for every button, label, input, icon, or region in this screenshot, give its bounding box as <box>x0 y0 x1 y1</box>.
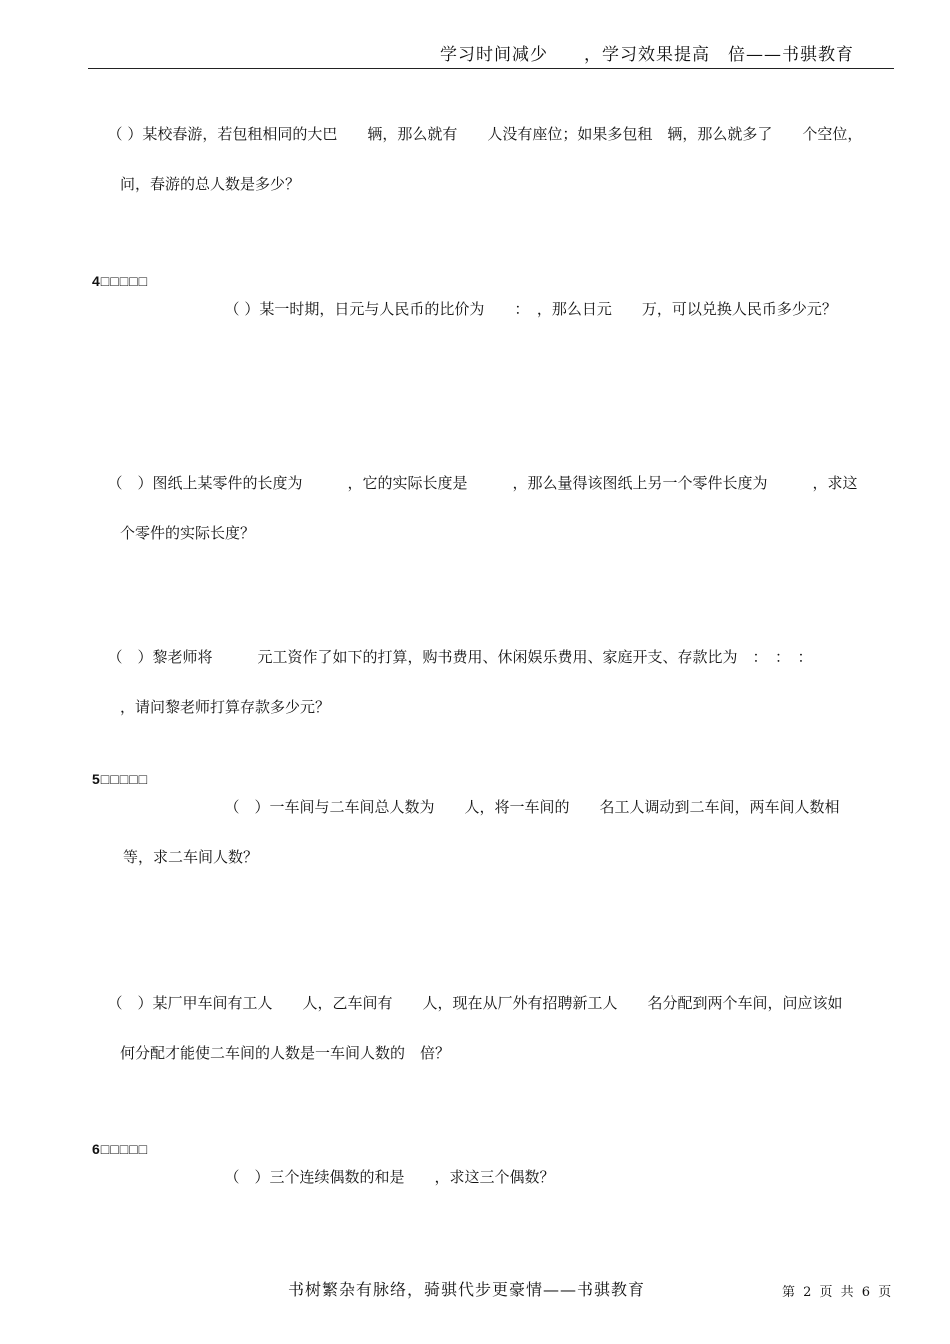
footer-motto: 书树繁杂有脉络，骑骐代步更豪情——书骐教育 <box>288 1280 646 1299</box>
question-text-line: （ ）三个连续偶数的和是 ，求这三个偶数？ <box>224 1168 555 1186</box>
placeholder-glyphs: □□□□□ <box>100 1141 149 1157</box>
placeholder-glyphs: □□□□□ <box>100 273 149 289</box>
question-text-line: 等，求二车间人数？ <box>123 848 259 866</box>
question-text-line: （ ）一车间与二车间总人数为 人，将一车间的 名工人调动到二车间，两车间人数相 <box>224 798 840 816</box>
question-text-line: 问，春游的总人数是多少？ <box>120 175 301 193</box>
question-text-line: ，请问黎老师打算存款多少元？ <box>120 698 331 716</box>
question-block <box>215 1140 895 1190</box>
header-divider <box>88 68 894 69</box>
question-block <box>98 966 894 1091</box>
question-text-line: （ ）黎老师将 元工资作了如下的打算，购书费用、休闲娱乐费用、家庭开支、存款比为 ： ： ： <box>107 648 813 666</box>
question-number: 4□□□□□ <box>92 273 149 289</box>
question-block <box>123 770 895 895</box>
question-text-line: （ ）某厂甲车间有工人 人，乙车间有 人，现在从厂外有招聘新工人 名分配到两个车间，问应该如 <box>107 994 843 1012</box>
question-text-line: （ ）某一时期，日元与人民币的比价为 ： ，那么日元 万，可以兑换人民币多少元？ <box>224 300 837 318</box>
question-text-line: （ ）某校春游，若包租相同的大巴 辆，那么就有 人没有座位；如果多包租 辆，那么就多了 个空位， <box>107 125 863 143</box>
page-number: 第 2 页 共 6 页 <box>782 1285 894 1300</box>
question-text-line: 个零件的实际长度？ <box>120 524 256 542</box>
question-number: 6□□□□□ <box>92 1141 149 1157</box>
question-text-line: 何分配才能使二车间的人数是一车间人数的 倍？ <box>120 1044 451 1062</box>
header-title: 学习时间减少 ，学习效果提高 倍——书骐教育 <box>440 45 854 65</box>
question-text-line: （ ）图纸上某零件的长度为 ，它的实际长度是 ，那么量得该图纸上另一个零件长度为 ，求这 <box>107 474 858 492</box>
question-block <box>98 97 894 222</box>
question-block <box>98 446 894 571</box>
question-block <box>215 272 895 322</box>
question-block <box>98 620 894 745</box>
placeholder-glyphs: □□□□□ <box>100 771 149 787</box>
question-number: 5□□□□□ <box>92 771 149 787</box>
